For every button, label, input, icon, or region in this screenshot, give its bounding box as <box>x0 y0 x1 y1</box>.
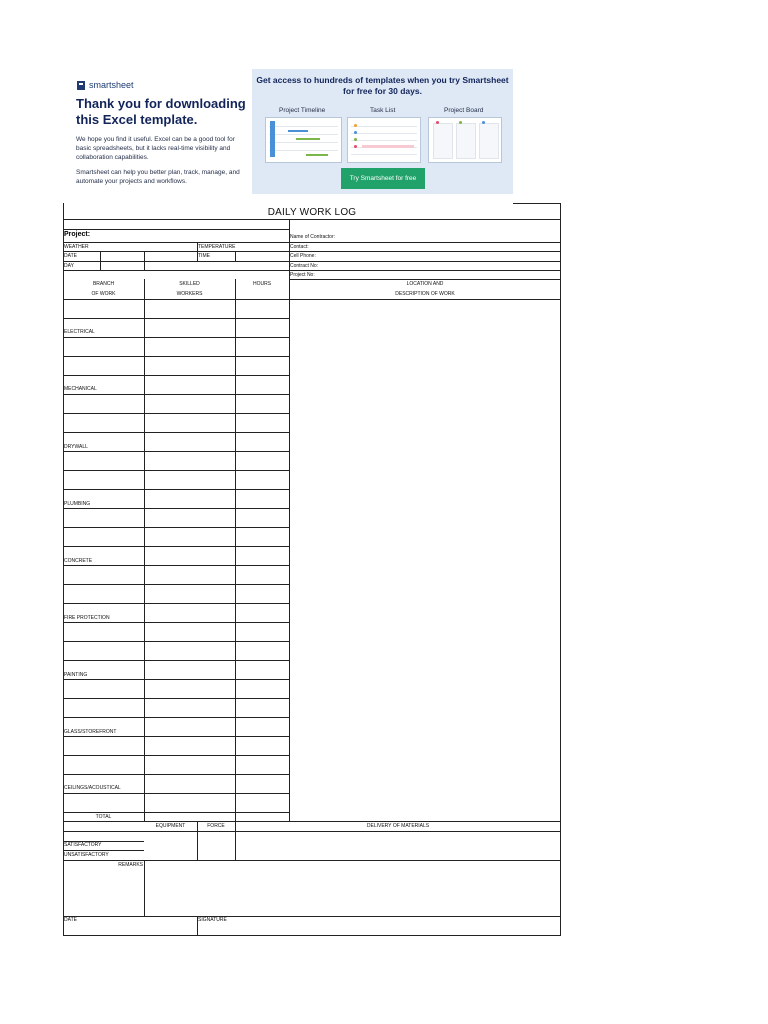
table-row-divider <box>63 755 289 756</box>
temperature-label: TEMPERATURE <box>198 244 236 250</box>
project-board-thumbnail[interactable] <box>428 117 502 163</box>
table-row-divider <box>63 394 289 395</box>
table-row-divider <box>63 565 289 566</box>
branch-concrete: CONCRETE <box>64 558 93 564</box>
time-label: TIME <box>198 253 210 259</box>
project-timeline-thumbnail[interactable] <box>265 117 342 163</box>
table-row-divider <box>63 641 289 642</box>
weather-label: WEATHER <box>64 244 89 250</box>
branch-drywall: DRYWALL <box>64 444 88 450</box>
cell-phone-label: Cell Phone: <box>290 253 316 259</box>
smartsheet-logo-icon <box>77 81 85 90</box>
location-header-line2: DESCRIPTION OF WORK <box>395 291 455 297</box>
footer-date-label: DATE <box>64 917 77 923</box>
location-header: LOCATION AND <box>406 281 444 287</box>
branch-electrical: ELECTRICAL <box>64 329 95 335</box>
promo-headline: Get access to hundreds of templates when you try Smartsheet for free for 30 days. <box>256 75 509 96</box>
table-row-divider <box>63 717 289 718</box>
table-row-divider <box>63 546 289 547</box>
table-row-divider <box>63 660 289 661</box>
table-row-divider <box>63 356 289 357</box>
project-no-label: Project No: <box>290 272 315 278</box>
banner-text-2: Smartsheet can help you better plan, track, manage, and automate your projects and workflows. <box>76 169 240 185</box>
brand-name: smartsheet <box>89 80 134 90</box>
table-row-divider <box>63 508 289 509</box>
table-row-divider <box>63 698 289 699</box>
branch-mechanical: MECHANICAL <box>64 386 97 392</box>
table-row-divider <box>63 584 289 585</box>
remarks-label: REMARKS <box>118 862 143 868</box>
total-label: TOTAL <box>95 814 112 820</box>
promo-banner-offer[interactable] <box>252 69 513 194</box>
contract-no-label: Contract No: <box>290 263 319 269</box>
table-row-divider <box>63 736 289 737</box>
table-row-divider <box>63 812 289 813</box>
promo-banner-intro <box>63 69 252 194</box>
table-row-divider <box>63 622 289 623</box>
force-header: FORCE <box>207 823 225 829</box>
table-row-divider <box>63 375 289 376</box>
table-row-divider <box>63 527 289 528</box>
smartsheet-logo <box>77 80 134 90</box>
banner-text-1: We hope you find it useful. Excel can be a good tool for basic spreadsheets, but it lacks real-time visibility and collaboration capabilities. <box>76 136 235 161</box>
thumb-label-timeline: Project Timeline <box>279 107 326 114</box>
daily-work-log-form <box>63 203 561 936</box>
project-label: Project: <box>64 231 91 238</box>
table-row-divider <box>63 793 289 794</box>
skilled-header: SKILLED <box>179 281 200 287</box>
table-row-divider <box>63 337 289 338</box>
branch-glass-storefront: GLASS/STOREFRONT <box>64 729 117 735</box>
table-row-divider <box>63 603 289 604</box>
branch-header: BRANCH <box>92 281 115 287</box>
day-label: DAY <box>64 263 74 269</box>
thumb-label-tasklist: Task List <box>370 107 396 114</box>
table-row-divider <box>63 432 289 433</box>
branch-painting: PAINTING <box>64 672 88 678</box>
contractor-name-label: Name of Contractor: <box>290 234 336 240</box>
try-smartsheet-button[interactable]: Try Smartsheet for free <box>341 168 425 189</box>
skilled-header-line2: WORKERS <box>176 291 203 297</box>
signature-label: SIGNATURE <box>198 917 227 923</box>
form-title: DAILY WORK LOG <box>267 207 357 218</box>
table-row-divider <box>63 774 289 775</box>
table-row-divider <box>63 489 289 490</box>
table-row-divider <box>63 451 289 452</box>
unsatisfactory-label: UNSATISFACTORY <box>64 852 109 858</box>
banner-title: Thank you for downloading this Excel template. <box>76 96 246 127</box>
hours-header: HOURS <box>252 281 272 287</box>
table-row-divider <box>63 318 289 319</box>
table-row-divider <box>63 679 289 680</box>
delivery-header: DELIVERY OF MATERIALS <box>366 823 430 829</box>
task-list-thumbnail[interactable] <box>347 117 421 163</box>
satisfactory-label: SATISFACTORY <box>64 842 102 848</box>
equipment-header: EQUIPMENT <box>155 823 186 829</box>
date-label: DATE <box>64 253 77 259</box>
thumb-label-board: Project Board <box>444 107 484 114</box>
branch-plumbing: PLUMBING <box>64 501 91 507</box>
branch-fire-protection: FIRE PROTECTION <box>64 615 110 621</box>
table-row-divider <box>63 470 289 471</box>
contact-label: Contact: <box>290 244 309 250</box>
table-row-divider <box>63 413 289 414</box>
branch-header-line2: OF WORK <box>91 291 116 297</box>
branch-ceilings-acoustical: CEILINGS/ACOUSTICAL <box>64 785 121 791</box>
